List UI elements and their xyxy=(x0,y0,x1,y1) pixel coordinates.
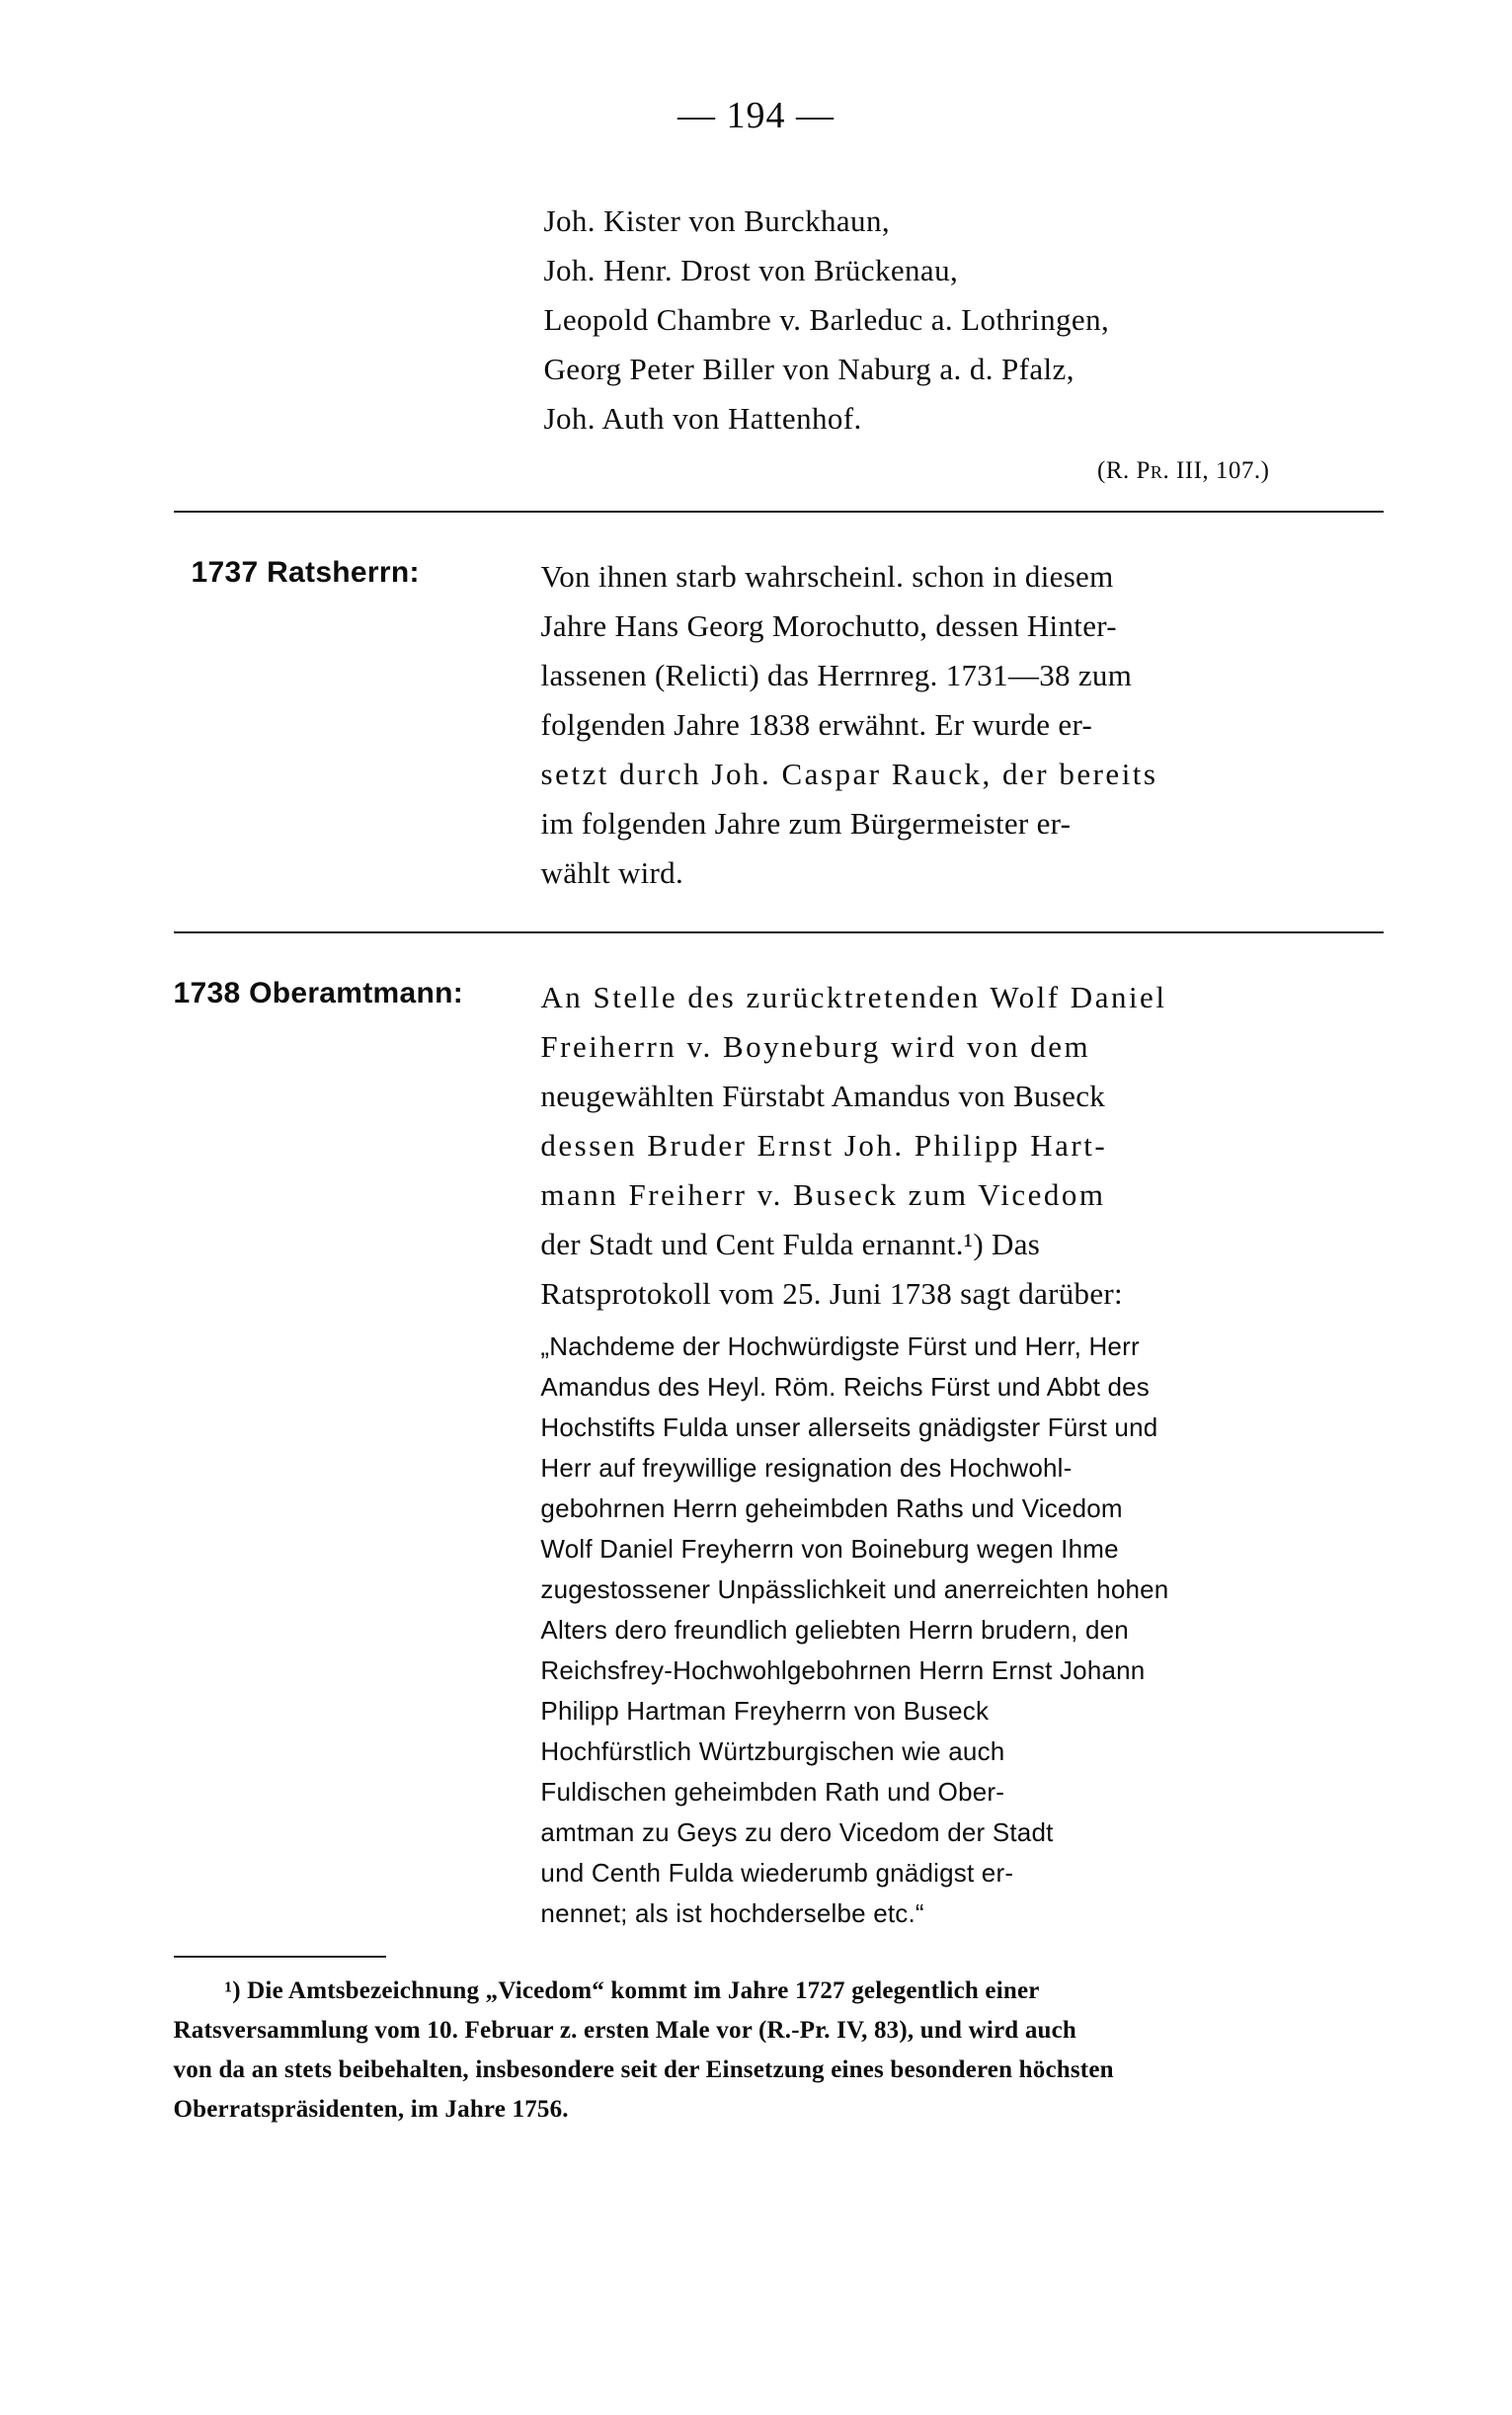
body-line: der Stadt und Cent Fulda ernannt.¹) Das xyxy=(540,1227,1041,1261)
body-line: dessen Bruder Ernst Joh. Philipp Hart- xyxy=(540,1128,1108,1163)
body-line: wählt wird. xyxy=(540,855,684,890)
quote-line: Hochstifts Fulda unser allerseits gnädigster Fürst und xyxy=(540,1412,1158,1442)
quote-line: gebohrnen Herrn geheimbden Raths und Vicedom xyxy=(540,1493,1123,1523)
quote-line: und Centh Fulda wiederumb gnädigst er- xyxy=(540,1858,1014,1888)
body-line: Ratsprotokoll vom 25. Juni 1738 sagt darüber: xyxy=(540,1276,1123,1311)
quote-line: Wolf Daniel Freyherrn von Boineburg wegen Ihme xyxy=(540,1534,1119,1564)
page-number: — 194 — xyxy=(677,95,835,136)
quote-line: zugestossener Unpässlichkeit und anerreichten hohen xyxy=(540,1574,1169,1604)
quote-line: amtman zu Geys zu dero Vicedom der Stadt xyxy=(540,1817,1054,1847)
footnote-divider xyxy=(174,1956,386,1958)
entry-label: 1738 Oberamtmann: xyxy=(173,977,464,1009)
quote-line: Philipp Hartman Freyherrn von Buseck xyxy=(540,1696,990,1726)
body-line: lassenen (Relicti) das Herrnreg. 1731—38 zum xyxy=(540,658,1133,692)
body-line: im folgenden Jahre zum Bürgermeister er- xyxy=(540,806,1072,841)
entry-label: 1737 Ratsherrn: xyxy=(191,556,420,589)
body-line: Jahre Hans Georg Morochutto, dessen Hinter- xyxy=(540,608,1117,643)
quote-line: Fuldischen geheimbden Rath und Ober- xyxy=(540,1777,1005,1807)
body-line: Freiherrn v. Boyneburg wird von dem xyxy=(540,1029,1091,1064)
body-line: An Stelle des zurücktretenden Wolf Daniel xyxy=(540,980,1167,1014)
body-line: neugewählten Fürstabt Amandus von Buseck xyxy=(540,1079,1106,1113)
intro-line: Leopold Chambre v. Barleduc a. Lothringen, xyxy=(543,302,1110,337)
quote-line: Alters dero freundlich geliebten Herrn brudern, den xyxy=(540,1615,1129,1645)
quote-line: Hochfürstlich Würtzburgischen wie auch xyxy=(540,1736,1005,1766)
quoted-protocol xyxy=(540,1327,1368,1934)
body-line: folgenden Jahre 1838 erwähnt. Er wurde er- xyxy=(540,707,1093,742)
entry-body xyxy=(541,552,1369,898)
intro-line: Georg Peter Biller von Naburg a. d. Pfalz, xyxy=(543,352,1074,386)
quote-line: Amandus des Heyl. Röm. Reichs Fürst und Abbt des xyxy=(540,1372,1150,1402)
body-line: mann Freiherr v. Buseck zum Vicedom xyxy=(540,1177,1106,1212)
quote-line: „Nachdeme der Hochwürdigste Fürst und Herr, Herr xyxy=(540,1331,1140,1361)
intro-line: Joh. Kister von Burckhaun, xyxy=(543,203,890,238)
quote-line: Reichsfrey-Hochwohlgebohrnen Herrn Ernst Johann xyxy=(540,1655,1146,1685)
entry-body xyxy=(540,973,1368,1934)
page-content xyxy=(144,197,1369,2130)
body-line: setzt durch Joh. Caspar Rauck, der bereits xyxy=(540,757,1158,791)
intro-line: Joh. Auth von Hattenhof. xyxy=(543,401,862,436)
footnote-line: von da an stets beibehalten, insbesondere seit der Einsetzung eines besonderen höchsten xyxy=(173,2056,1114,2083)
document-page xyxy=(0,94,1512,2415)
footnote-line: ¹) Die Amtsbezeichnung „Vicedom“ kommt im Jahre 1727 gelegentlich einer xyxy=(224,1977,1040,2004)
quote-line: Herr auf freywillige resignation des Hochwohl- xyxy=(540,1453,1073,1483)
footnote-line: Oberratspräsidenten, im Jahre 1756. xyxy=(173,2096,569,2123)
intro-name-list xyxy=(164,197,1369,485)
entry-1737-ratsherrn xyxy=(164,552,1369,898)
quote-line: nennet; als ist hochderselbe etc.“ xyxy=(540,1898,924,1928)
body-line: Von ihnen starb wahrscheinl. schon in diesem xyxy=(540,559,1114,594)
section-divider xyxy=(174,511,1384,513)
intro-line: Joh. Henr. Drost von Brückenau, xyxy=(543,253,959,287)
footnote-line: Ratsversammlung vom 10. Februar z. ersten Male vor (R.-Pr. IV, 83), und wird auch xyxy=(173,2017,1077,2044)
entry-1738-oberamtmann xyxy=(164,973,1369,1934)
section-divider xyxy=(174,931,1384,933)
source-reference: (R. Pr. III, 107.) xyxy=(1097,457,1270,484)
footnote xyxy=(174,1972,1384,2130)
